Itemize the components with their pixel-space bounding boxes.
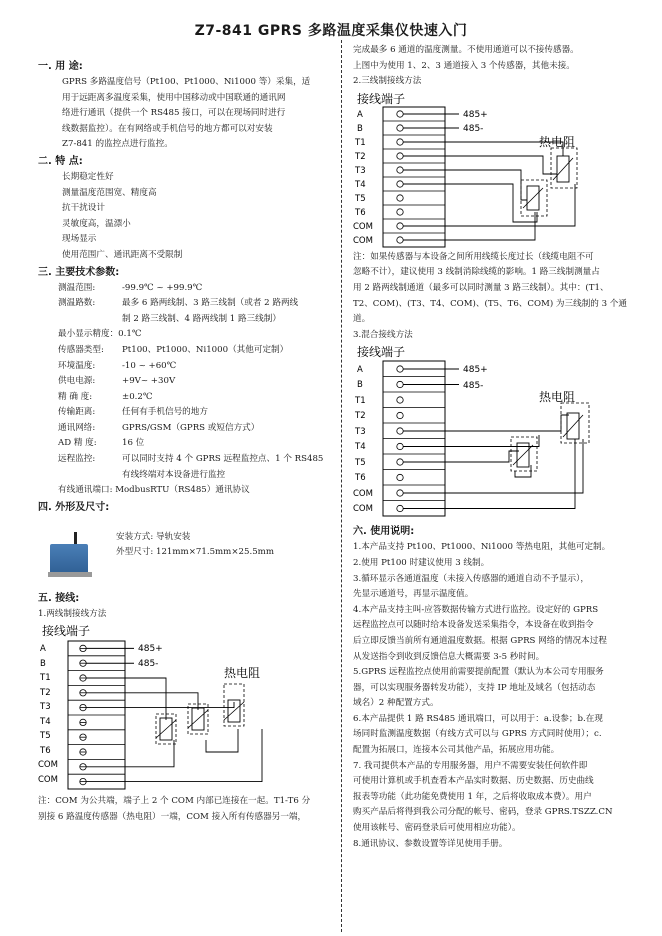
terminal-dividers (383, 121, 445, 233)
terminal-label: T4 (355, 442, 366, 453)
terminal-labels (353, 365, 373, 514)
spec-value: 可以同时支持 4 个 GPRS 远程监控点、1 个 RS485 (122, 454, 324, 465)
left-column (38, 58, 330, 826)
wiring-diagram-mixed (353, 343, 641, 519)
usage-line: 1.本产品支持 Pt100、Pt1000、Ni1000 等热电阻，其他可定制。 (353, 542, 611, 553)
text-line: 用于远距离多温度采集，使用中国移动或中国联通的通讯网 (62, 92, 286, 103)
wiring-diagram-two-wire (38, 622, 328, 792)
wiring-note-2: 忽略不计），建议使用 3 线制消除线缆的影响。1 路三线制测量占 (353, 267, 600, 278)
label-485n: 485- (463, 381, 484, 392)
purpose-text (38, 75, 330, 153)
label-485p: 485+ (463, 109, 488, 120)
section-heading-form: 四. 外形及尺寸: (38, 501, 110, 513)
usage-line: 8.通讯协议、参数设置等详见使用手册。 (353, 838, 508, 849)
terminal-dividers (383, 377, 445, 501)
spec-key: 传输距离: (58, 407, 96, 418)
spec-key: AD 精 度: (58, 438, 97, 449)
text-line: Z7-841 的监控点进行监控。 (62, 139, 173, 150)
spec-value: -10 ~ +60℃ (122, 360, 177, 371)
wiring-note-1a: 注：COM 为公共端，端子上 2 个 COM 内部已连接在一起。T1-T6 分 (38, 796, 311, 807)
spec-key: 精 确 度: (58, 391, 93, 402)
wiring-cont-1: 完成最多 6 通道的温度测量。不使用通道可以不接传感器。 (353, 45, 579, 55)
spec-key: 通讯网络: (58, 422, 96, 433)
spec-row (38, 281, 330, 297)
usage-line: 报表等功能（此功能免费使用 1 年，之后将收取成本费）。用户 (353, 791, 592, 802)
terminal-label: COM (38, 775, 58, 786)
spec-value: Pt100、Pt1000、Ni1000（其他可定制） (122, 344, 289, 355)
usage-line: 场同时监测温度数据（有线方式可以与 GPRS 方式同时使用）；c. (353, 729, 602, 740)
terminal-label: T5 (355, 458, 366, 469)
terminal-label: T6 (355, 473, 366, 484)
spec-row (38, 452, 330, 468)
usage-line: 4.本产品支持主叫-应答数据传输方式进行监控。设定好的 GPRS (353, 604, 599, 615)
wiring-method-2: 2.三线制接线方法 (353, 76, 422, 87)
terminal-header: 接线端子 (42, 624, 91, 639)
usage-line: 配置为拓展口，连接本公司其他产品，拓展应用功能。 (353, 745, 560, 756)
spec-row (38, 405, 330, 421)
wiring-diagram-three-wire (353, 90, 641, 250)
terminal-label: B (40, 659, 46, 670)
feature-item: 使用范围广、通讯距离不受限制 (62, 249, 183, 260)
din-rail (48, 572, 92, 577)
spec-value: 16 位 (122, 438, 145, 449)
device-body (50, 544, 88, 574)
spec-key: 远程监控: (58, 454, 96, 465)
usage-line: 6.本产品提供 1 路 RS485 通讯端口，可以用于：a.设参；b.在现 (353, 713, 603, 724)
usage-line: 5.GPRS 远程监控点使用前需要提前配置（默认为本公司专用服务 (353, 667, 604, 678)
terminal-label: T1 (355, 137, 366, 148)
wiring-note-1b: 别接 6 路温度传感器（热电阻）一端，COM 接入所有传感器另一端， (38, 812, 307, 823)
wiring-cont-2: 上图中为使用 1、2、3 通道接入 3 个传感器，其他未接。 (353, 60, 575, 71)
terminal-label: B (357, 380, 363, 391)
terminal-label: T1 (40, 673, 51, 684)
label-485n: 485- (138, 659, 159, 670)
terminal-label: T4 (40, 717, 51, 728)
rtd-wires (403, 415, 583, 509)
spec-value: -99.9℃ ~ +99.9℃ (122, 282, 203, 293)
rtd-label: 热电阻 (224, 666, 261, 681)
usage-line: 购买产品后将得到我公司分配的帐号、密码，登录 GPRS.TSZZ.CN (353, 807, 613, 818)
page-title: Z7-841 GPRS 多路温度采集仪快速入门 (194, 23, 468, 39)
section-heading-purpose: 一. 用 途: (38, 61, 83, 72)
spec-line: 有线通讯端口: ModbusRTU（RS485）通讯协议 (58, 485, 250, 496)
terminal-labels (38, 644, 58, 785)
feature-item: 抗干扰设计 (62, 203, 105, 214)
rtd-sensors (521, 148, 577, 216)
terminal-header: 接线端子 (357, 345, 406, 360)
wiring-note-2: T2、COM)、(T3、T4、COM)、(T5、T6、COM) 为三线制的 3 个通道。 (353, 298, 627, 325)
terminal-label: COM (353, 489, 373, 500)
text-line: GPRS 多路温度信号（Pt100、Pt1000、Ni1000 等）采集，适 (62, 77, 311, 87)
terminal-label: A (40, 644, 46, 655)
usage-line: 后立即反馈当前所有通道温度数据。根据 GPRS 网络的情况本过程 (353, 635, 607, 646)
label-485p: 485+ (463, 365, 488, 376)
terminal-label: T3 (355, 165, 366, 176)
right-column (353, 43, 641, 852)
terminal-labels (353, 110, 373, 246)
usage-line: 域名）2 种配置方式。 (353, 698, 439, 709)
spec-value: ±0.2℃ (122, 391, 153, 402)
text-line: 络进行通讯（提供一个 RS485 接口，可以在现场同时进行 (62, 108, 286, 119)
terminal-label: T2 (355, 151, 366, 162)
column-divider (341, 40, 342, 932)
section-heading-usage: 六. 使用说明: (353, 526, 415, 538)
label-485n: 485- (463, 123, 484, 134)
spec-value-cont: 有线终端对本设备进行监控 (122, 469, 226, 480)
spec-row (38, 296, 330, 312)
text-line: 线数据监控）。在有网络或手机信号的地方都可以对安装 (62, 123, 273, 134)
section-heading-features: 二. 特 点: (38, 155, 83, 167)
feature-item: 现场显示 (62, 234, 97, 245)
section-heading-wiring: 五. 接线: (38, 592, 80, 604)
rtd-label: 热电阻 (539, 134, 576, 149)
terminal-label: T1 (355, 396, 366, 407)
terminal-label: T3 (355, 427, 366, 438)
terminal-label: T6 (355, 207, 366, 218)
rtd-sensors (511, 403, 589, 471)
usage-line: 器，可以实现服务器转发功能），支持 IP 地址及域名（包括动态 (353, 682, 596, 693)
terminal-label: A (357, 109, 363, 120)
terminal-label: COM (353, 504, 373, 515)
terminal-label: COM (353, 235, 373, 246)
device-image (48, 532, 92, 578)
spec-value: 最多 6 路两线制、3 路三线制（或者 2 路两线 (122, 298, 299, 309)
feature-item: 长期稳定性好 (62, 171, 114, 182)
form-row (38, 524, 330, 590)
mount-line: 安装方式: 导轨安装 (116, 531, 191, 542)
spec-key: 环境温度: (58, 360, 96, 371)
spec-row (38, 390, 330, 406)
label-485p: 485+ (138, 644, 163, 655)
wiring-method-1: 1.两线制接线方法 (38, 608, 107, 619)
spec-value: +9V~ +30V (122, 376, 176, 387)
terminal-label: T5 (355, 193, 366, 204)
usage-line: 先显示通道号，再显示温度值。 (353, 589, 474, 600)
form-text (92, 524, 274, 590)
spec-key: 测温路数: (58, 298, 96, 309)
usage-line: 3.循环显示各通道温度（未接入传感器的通道自动不予显示）， (353, 573, 589, 584)
spec-row (38, 343, 330, 359)
rtd-label: 热电阻 (539, 390, 576, 405)
usage-line: 使用该帐号、密码登录后可使用相应功能）。 (353, 823, 521, 834)
spec-key: 供电电源: (58, 376, 96, 387)
usage-line: 7. 我司提供本产品的专用服务器，用户不需要安装任何软件即 (353, 760, 588, 771)
size-line: 外型尺寸: 121mm×71.5mm×25.5mm (116, 547, 274, 558)
section-heading-specs: 三. 主要技术参数: (38, 266, 120, 278)
features-list (38, 170, 330, 264)
spec-key: 测温范围: (58, 282, 96, 293)
wiring-note-2: 注：如果传感器与本设备之间所用线缆长度过长（线缆电阻不可 (353, 251, 594, 262)
spec-key: 传感器类型: (58, 344, 104, 355)
terminal-header: 接线端子 (357, 91, 406, 106)
spec-row (38, 374, 330, 390)
spec-row (38, 359, 330, 375)
usage-text (353, 540, 641, 852)
terminal-label: T4 (355, 179, 366, 190)
terminal-label: T5 (40, 731, 51, 742)
spec-line: 最小显示精度：0.1℃ (58, 329, 142, 340)
feature-item: 测量温度范围宽、精度高 (62, 187, 157, 198)
wiring-method-3: 3.混合接线方法 (353, 329, 413, 340)
terminal-label: T2 (355, 411, 366, 422)
spec-value-cont: 制 2 路三线制、4 路两线制 1 路三线制） (122, 313, 281, 324)
terminal-label: COM (38, 760, 58, 771)
terminal-dividers (68, 656, 125, 774)
terminal-label: A (357, 365, 363, 376)
terminal-label: T3 (40, 702, 51, 713)
wiring-note-2: 用 2 路两线制通道（最多可以同时测量 3 路三线制）。其中：(T1、 (353, 282, 609, 293)
spec-value: GPRS/GSM（GPRS 或短信方式） (122, 422, 260, 433)
feature-item: 灵敏度高，温漂小 (62, 218, 131, 229)
usage-line: 可使用计算机或手机查看本产品实时数据、历史数据、历史曲线 (353, 776, 594, 787)
spec-row (38, 421, 330, 437)
spec-value: 任何有手机信号的地方 (122, 407, 208, 418)
usage-line: 从发送指令到收到反馈信息大概需要 3-5 秒时间。 (353, 651, 545, 662)
terminal-label: B (357, 123, 363, 134)
usage-line: 远程监控点可以随时给本设备发送采集指令，本设备在收到指令 (353, 620, 594, 631)
terminal-label: COM (353, 221, 373, 232)
terminal-label: T2 (40, 688, 51, 699)
usage-line: 2.使用 Pt100 时建议使用 3 线制。 (353, 557, 490, 568)
spec-row (38, 436, 330, 452)
terminal-label: T6 (40, 746, 51, 757)
